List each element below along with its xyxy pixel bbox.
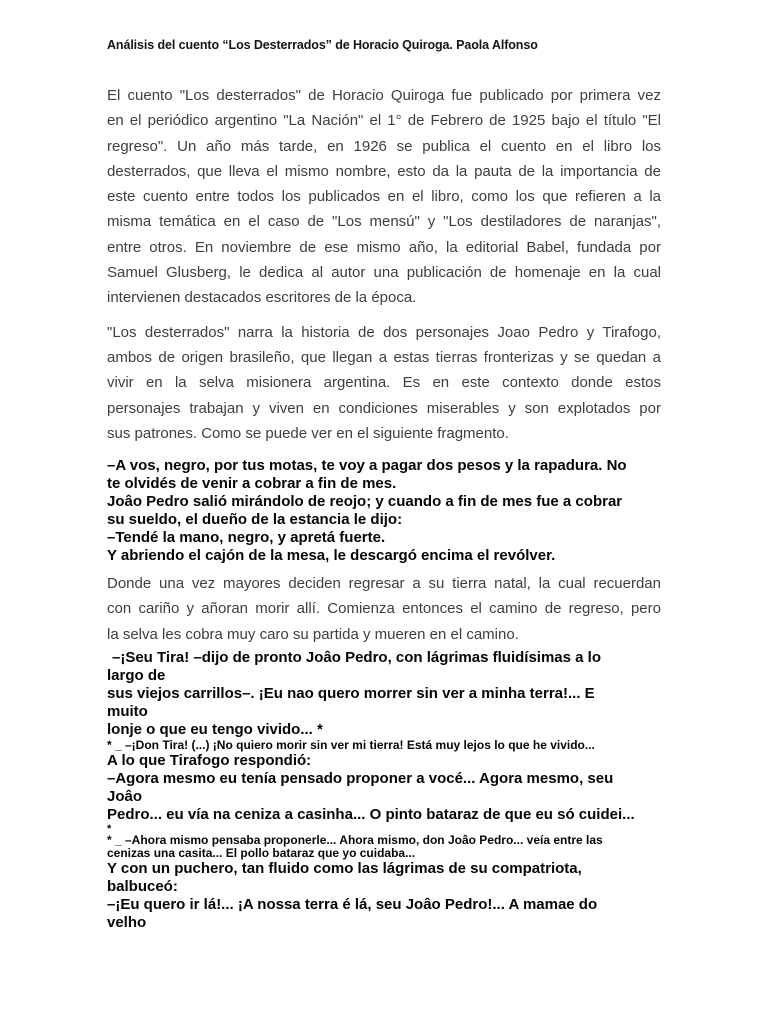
quote-2-closing-line-2: –¡Eu quero ir lá!... ¡A nossa terra é lá, seu Joâo Pedro!... A mamae do	[107, 896, 598, 914]
paragraph-story-summary-line-3: personajes trabajan y viven en condiciones miserables y son explotados por	[107, 399, 661, 417]
paragraph-publication-history-line-2: regreso". Un año más tarde, en 1926 se publica el cuento en el libro los	[107, 137, 661, 155]
paragraph-return-home-line-1: con cariño y añoran morir allí. Comienza entonces el camino de regreso, pero	[107, 600, 661, 618]
footnote-translation-2-line-1: cenizas una casita... El pollo bataraz que yo cuidaba...	[107, 846, 416, 861]
quote-2-opening-line-0: –¡Seu Tira! –dijo de pronto Joâo Pedro, con lágrimas fluidísimas a lo	[112, 649, 601, 667]
quote-2-opening	[107, 649, 661, 739]
quote-2-response-line-3: Pedro... eu vía na ceniza a casinha... O pinto bataraz de que eu só cuidei...	[107, 806, 635, 824]
document-heading: Análisis del cuento “Los Desterrados” de Horacio Quiroga. Paola Alfonso	[107, 38, 538, 52]
quote-2-closing-line-1: balbuceó:	[107, 878, 178, 896]
quote-2-response-line-2: Joâo	[107, 788, 143, 806]
quote-fragment-1-line-2: Joâo Pedro salió mirándolo de reojo; y cuando a fin de mes fue a cobrar	[107, 493, 623, 511]
quote-2-opening-line-1: largo de	[107, 667, 166, 685]
quote-fragment-1	[107, 457, 661, 565]
quote-fragment-1-line-5: Y abriendo el cajón de la mesa, le descargó encima el revólver.	[107, 547, 556, 565]
quote-fragment-2	[107, 649, 661, 932]
paragraph-publication-history-line-4: este cuento entre todos los publicados en el libro, como los que refieren a la	[107, 188, 661, 206]
document-content	[107, 38, 661, 932]
quote-fragment-1-line-1: te olvidés de venir a cobrar a fin de mes.	[107, 475, 397, 493]
paragraph-publication-history-line-7: Samuel Glusberg, le dedica al autor una publicación de homenaje en la cual	[107, 264, 661, 282]
paragraph-publication-history-line-6: entre otros. En noviembre de ese mismo año, la editorial Babel, fundada por	[107, 238, 661, 256]
quote-2-opening-line-3: muito	[107, 703, 148, 721]
paragraph-story-summary-line-1: ambos de origen brasileño, que llegan a estas tierras fronterizas y se quedan a	[107, 348, 661, 366]
quote-2-response	[107, 752, 661, 824]
quote-2-response-line-1: –Agora mesmo eu tenía pensado proponer a vocé... Agora mesmo, seu	[107, 770, 614, 788]
quote-2-opening-line-4: lonje o que eu tengo vivido... *	[107, 721, 323, 739]
quote-fragment-1-line-3: su sueldo, el dueño de la estancia le dijo:	[107, 511, 403, 529]
paragraph-story-summary-line-4: sus patrones. Como se puede ver en el siguiente fragmento.	[107, 424, 509, 442]
footnote-translation-1: * _ –¡Don Tira! (...) ¡No quiero morir sin ver mi tierra! Está muy lejos lo que he vivido...	[107, 738, 595, 753]
quote-2-opening-line-2: sus viejos carrillos–. ¡Eu nao quero morrer sin ver a minha terra!... E	[107, 685, 595, 703]
paragraph-publication-history-line-0: El cuento "Los desterrados" de Horacio Quiroga fue publicado por primera vez	[107, 87, 661, 104]
paragraph-publication-history-line-5: misma temática en el caso de "Los mensú" y "Los destiladores de naranjas",	[107, 213, 661, 231]
paragraph-publication-history-line-8: intervienen destacados escritores de la época.	[107, 289, 417, 307]
quote-fragment-1-line-4: –Tendé la mano, negro, y apretá fuerte.	[107, 529, 386, 547]
asterisk-marker: *	[107, 823, 112, 836]
paragraph-return-home-line-2: la selva les cobra muy caro su partida y mueren en el camino.	[107, 625, 519, 643]
quote-2-closing-line-0: Y con un puchero, tan fluido como las lágrimas de su compatriota,	[107, 860, 582, 878]
footnote-translation-2-line-0: * _ –Ahora mismo pensaba proponerle... Ahora mismo, don Joâo Pedro... veía entre las	[107, 833, 603, 848]
paragraph-return-home	[107, 571, 661, 647]
quote-fragment-1-line-0: –A vos, negro, por tus motas, te voy a pagar dos pesos y la rapadura. No	[107, 457, 627, 475]
quote-2-closing	[107, 860, 661, 932]
quote-2-closing-line-3: velho	[107, 914, 147, 932]
paragraph-story-summary-line-0: "Los desterrados" narra la historia de dos personajes Joao Pedro y Tirafogo,	[107, 323, 661, 341]
footnote-translation-2	[107, 834, 661, 860]
paragraph-publication-history	[107, 83, 661, 311]
paragraph-publication-history-line-1: en el periódico argentino "La Nación" el 1° de Febrero de 1925 bajo el título "El	[107, 112, 661, 130]
paragraph-story-summary-line-2: vivir en la selva misionera argentina. Es en este contexto donde estos	[107, 374, 661, 392]
quote-2-response-line-0: A lo que Tirafogo respondió:	[107, 752, 312, 770]
paragraph-publication-history-line-3: desterrados, que lleva el mismo nombre, esto da la pauta de la importancia de	[107, 162, 661, 180]
paragraph-story-summary	[107, 320, 661, 446]
paragraph-return-home-line-0: Donde una vez mayores deciden regresar a su tierra natal, la cual recuerdan	[107, 575, 661, 593]
